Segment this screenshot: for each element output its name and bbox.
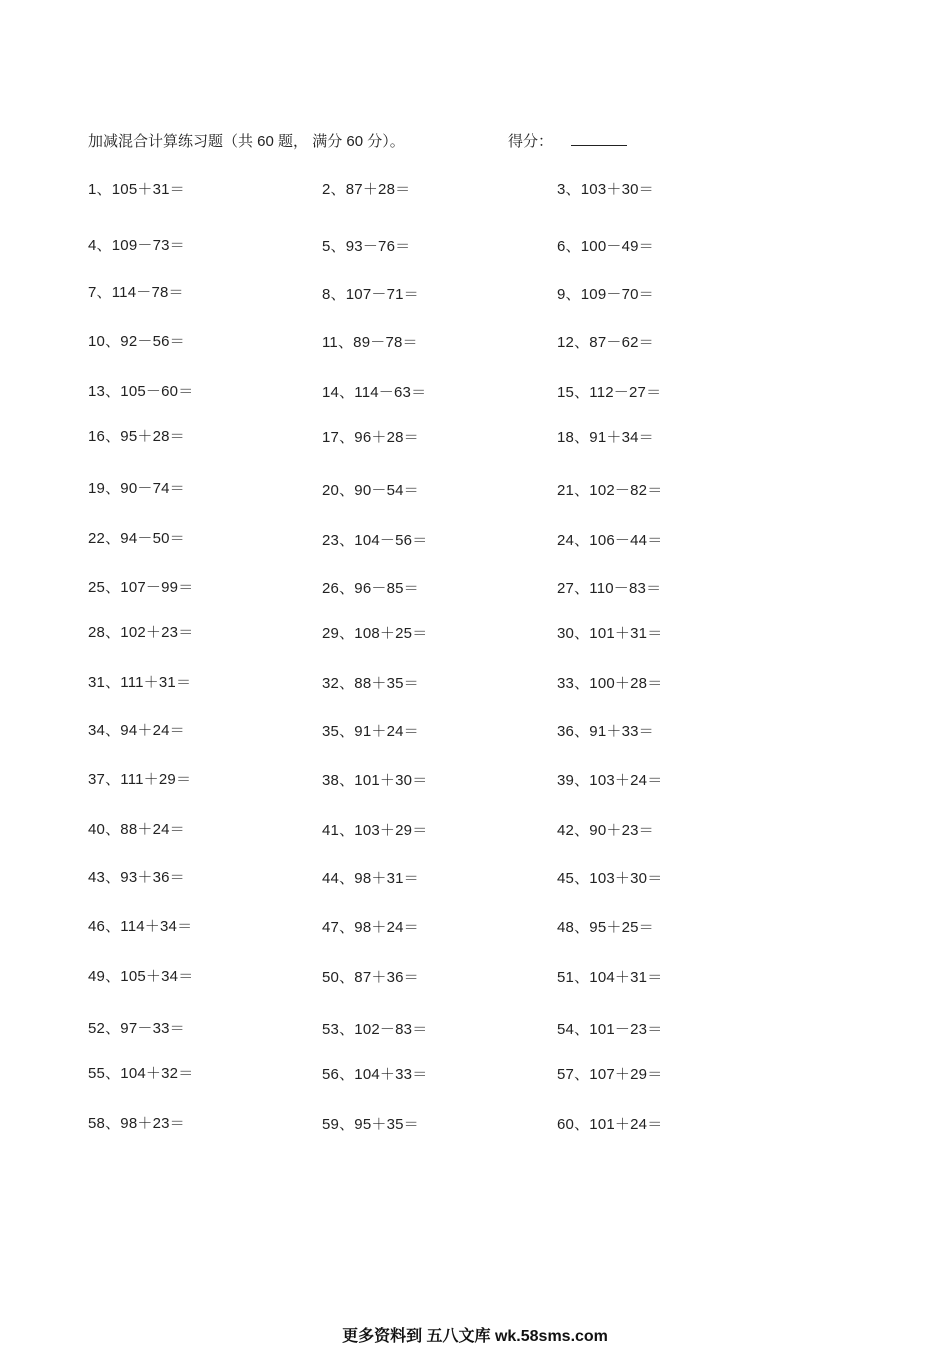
problem-item: 47、98＋24＝ bbox=[322, 919, 419, 936]
problem-item: 5、93－76＝ bbox=[322, 238, 411, 255]
problem-item: 59、95＋35＝ bbox=[322, 1116, 419, 1133]
problem-item: 33、100＋28＝ bbox=[557, 675, 663, 692]
problem-item: 2、87＋28＝ bbox=[322, 181, 411, 198]
problem-item: 56、104＋33＝ bbox=[322, 1066, 428, 1083]
problem-item: 51、104＋31＝ bbox=[557, 969, 663, 986]
problem-item: 1、105＋31＝ bbox=[88, 181, 185, 198]
problem-item: 31、111＋31＝ bbox=[88, 674, 192, 691]
problem-item: 42、90＋23＝ bbox=[557, 822, 654, 839]
problem-item: 21、102－82＝ bbox=[557, 482, 663, 499]
problem-item: 52、97－33＝ bbox=[88, 1020, 185, 1037]
problem-item: 46、114＋34＝ bbox=[88, 918, 193, 935]
problem-item: 18、91＋34＝ bbox=[557, 429, 654, 446]
problem-item: 7、114－78＝ bbox=[88, 284, 184, 301]
problem-item: 48、95＋25＝ bbox=[557, 919, 654, 936]
problem-item: 3、103＋30＝ bbox=[557, 181, 654, 198]
problem-item: 26、96－85＝ bbox=[322, 580, 419, 597]
problem-item: 14、114－63＝ bbox=[322, 384, 427, 401]
problem-item: 11、89－78＝ bbox=[322, 334, 418, 351]
problem-item: 20、90－54＝ bbox=[322, 482, 419, 499]
problem-item: 24、106－44＝ bbox=[557, 532, 663, 549]
problem-item: 39、103＋24＝ bbox=[557, 772, 663, 789]
problem-item: 19、90－74＝ bbox=[88, 480, 185, 497]
problem-item: 45、103＋30＝ bbox=[557, 870, 663, 887]
problem-item: 57、107＋29＝ bbox=[557, 1066, 663, 1083]
problem-item: 34、94＋24＝ bbox=[88, 722, 185, 739]
problem-item: 16、95＋28＝ bbox=[88, 428, 185, 445]
problem-item: 55、104＋32＝ bbox=[88, 1065, 194, 1082]
problem-item: 8、107－71＝ bbox=[322, 286, 419, 303]
score-label: 得分： bbox=[508, 133, 554, 150]
problem-item: 22、94－50＝ bbox=[88, 530, 185, 547]
problem-item: 40、88＋24＝ bbox=[88, 821, 185, 838]
problem-item: 6、100－49＝ bbox=[557, 238, 654, 255]
worksheet-title: 加减混合计算练习题（共 60 题， 满分 60 分）。 bbox=[88, 133, 405, 150]
problem-item: 15、112－27＝ bbox=[557, 384, 662, 401]
problem-item: 43、93＋36＝ bbox=[88, 869, 185, 886]
problem-item: 50、87＋36＝ bbox=[322, 969, 419, 986]
problem-item: 35、91＋24＝ bbox=[322, 723, 419, 740]
problem-item: 9、109－70＝ bbox=[557, 286, 654, 303]
problem-item: 32、88＋35＝ bbox=[322, 675, 419, 692]
problem-item: 13、105－60＝ bbox=[88, 383, 194, 400]
problem-item: 12、87－62＝ bbox=[557, 334, 654, 351]
problem-item: 37、111＋29＝ bbox=[88, 771, 192, 788]
problem-item: 30、101＋31＝ bbox=[557, 625, 663, 642]
problem-item: 27、110－83＝ bbox=[557, 580, 662, 597]
problem-item: 25、107－99＝ bbox=[88, 579, 194, 596]
footer-watermark: 更多资料到 五八文库 wk.58sms.com bbox=[342, 1328, 608, 1345]
score-blank-line bbox=[571, 131, 627, 146]
problem-item: 28、102＋23＝ bbox=[88, 624, 194, 641]
problem-item: 60、101＋24＝ bbox=[557, 1116, 663, 1133]
problem-item: 29、108＋25＝ bbox=[322, 625, 428, 642]
problem-item: 36、91＋33＝ bbox=[557, 723, 654, 740]
problem-item: 53、102－83＝ bbox=[322, 1021, 428, 1038]
problem-item: 23、104－56＝ bbox=[322, 532, 428, 549]
problem-item: 49、105＋34＝ bbox=[88, 968, 194, 985]
problem-item: 54、101－23＝ bbox=[557, 1021, 663, 1038]
problem-item: 17、96＋28＝ bbox=[322, 429, 419, 446]
problem-item: 38、101＋30＝ bbox=[322, 772, 428, 789]
problem-item: 41、103＋29＝ bbox=[322, 822, 428, 839]
score-field bbox=[508, 130, 627, 151]
problem-item: 10、92－56＝ bbox=[88, 333, 185, 350]
problem-item: 58、98＋23＝ bbox=[88, 1115, 185, 1132]
problem-item: 44、98＋31＝ bbox=[322, 870, 419, 887]
problem-item: 4、109－73＝ bbox=[88, 237, 185, 254]
